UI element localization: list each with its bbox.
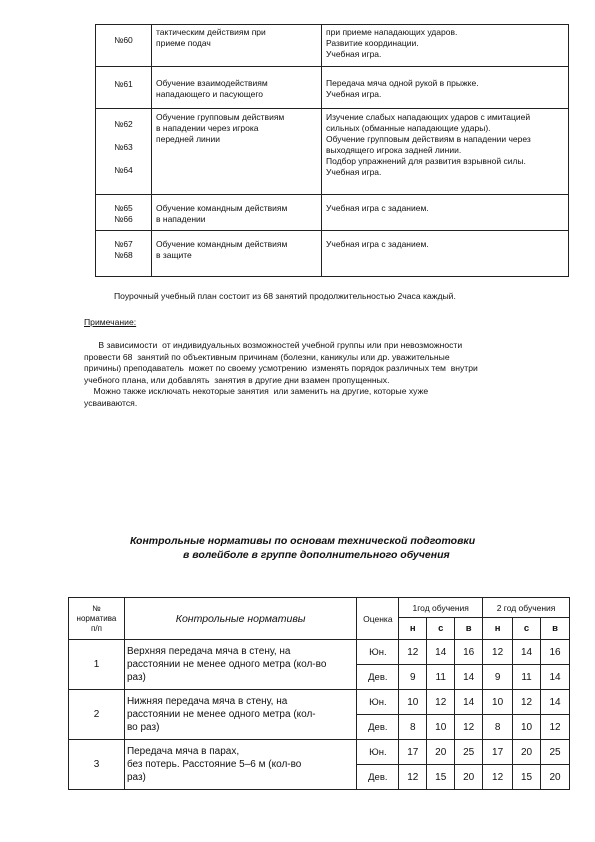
- norm-value: 12: [399, 765, 427, 790]
- lesson-number: №64: [114, 165, 133, 175]
- norm-column-header: Контрольные нормативы: [124, 598, 356, 640]
- norm-value: 9: [483, 665, 513, 690]
- lesson-content-cell: [322, 195, 569, 231]
- note-title: Примечание:: [84, 317, 137, 327]
- norm-description: [124, 690, 356, 740]
- note-line: причины) преподаватель может по своему усмотрению изменять порядок различных тем внутри: [84, 363, 478, 373]
- gender-cell: Юн.: [357, 640, 399, 665]
- lesson-content-line: Учебная игра.: [326, 49, 382, 59]
- lesson-content-cell: [322, 67, 569, 109]
- lesson-number: №63: [114, 142, 133, 152]
- lesson-number-cell: [96, 195, 152, 231]
- norm-value: 25: [541, 740, 570, 765]
- num-header-line: п/п: [91, 623, 102, 633]
- norm-row: [69, 740, 570, 765]
- note-text: [84, 340, 478, 409]
- grade-header: н: [399, 618, 427, 640]
- norm-value: 12: [427, 690, 455, 715]
- lesson-content-line: Развитие координации.: [326, 38, 419, 48]
- gender-cell: Дев.: [357, 665, 399, 690]
- grade-header: в: [455, 618, 483, 640]
- lesson-topic-line: Обучение групповым действиям: [156, 112, 285, 122]
- norm-value: 10: [399, 690, 427, 715]
- norm-value: 14: [541, 665, 570, 690]
- norm-number: 3: [69, 740, 125, 790]
- note-line: усваиваются.: [84, 397, 138, 408]
- norm-description-line: Передача мяча в парах,: [126, 746, 240, 757]
- lesson-content-line: Подбор упражнений для развития взрывной силы.: [326, 156, 526, 166]
- norm-value: 20: [541, 765, 570, 790]
- norm-description-line: расстоянии не менее одного метра (кол-: [126, 709, 316, 720]
- lesson-content-cell: [322, 25, 569, 67]
- norm-value: 20: [455, 765, 483, 790]
- norms-heading-line1: Контрольные нормативы по основам технической подготовки: [130, 535, 476, 547]
- lesson-content-line: Учебная игра.: [326, 167, 382, 177]
- rating-column-header: Оценка: [357, 598, 399, 640]
- norm-value: 20: [513, 740, 541, 765]
- lesson-number: №60: [114, 35, 133, 45]
- norm-value: 12: [483, 640, 513, 665]
- lesson-number: №65: [114, 203, 133, 213]
- plan-row: [96, 67, 569, 109]
- lesson-content-line: Передача мяча одной рукой в прыжке.: [326, 78, 479, 88]
- norm-value: 17: [399, 740, 427, 765]
- lesson-topic-line: Обучение командным действиям: [156, 203, 288, 213]
- lesson-topic-cell: [152, 67, 322, 109]
- year1-header: 1год обучения: [399, 598, 483, 618]
- num-header-line: №: [92, 603, 101, 613]
- lesson-number-cell: [96, 109, 152, 195]
- norms-heading-line2: в волейболе в группе дополнительного обучения: [183, 549, 450, 561]
- lesson-topic-line: тактическим действиям при: [156, 27, 266, 37]
- lesson-topic-line: приеме подач: [156, 38, 211, 48]
- lesson-content-line: сильных (обманные нападающие удары).: [326, 123, 491, 133]
- norm-description-line: Верхняя передача мяча в стену, на: [126, 646, 291, 657]
- lesson-plan-table: [95, 24, 569, 277]
- plan-row: [96, 25, 569, 67]
- num-column-header: [69, 598, 125, 640]
- gender-cell: Дев.: [357, 715, 399, 740]
- lesson-topic-cell: [152, 231, 322, 277]
- norm-value: 12: [455, 715, 483, 740]
- lesson-topic-cell: [152, 109, 322, 195]
- norm-value: 10: [427, 715, 455, 740]
- year2-header: 2 год обучения: [483, 598, 570, 618]
- norm-description: [124, 640, 356, 690]
- lesson-content-cell: [322, 231, 569, 277]
- lesson-content-line: Учебная игра с заданием.: [326, 203, 429, 213]
- norm-row: [69, 640, 570, 665]
- lesson-content-line: Обучение групповым действиям в нападении через: [326, 134, 531, 144]
- plan-row: [96, 109, 569, 195]
- norm-value: 12: [399, 640, 427, 665]
- lesson-content-cell: [322, 109, 569, 195]
- note-line: Можно также исключать некоторые занятия или заменить на другие, которые хуже: [84, 386, 429, 396]
- norm-value: 9: [399, 665, 427, 690]
- norm-number: 1: [69, 640, 125, 690]
- plan-row: [96, 231, 569, 277]
- plan-row: [96, 195, 569, 231]
- lesson-number: №62: [114, 119, 133, 129]
- grade-header: с: [427, 618, 455, 640]
- grade-header: н: [483, 618, 513, 640]
- lesson-topic-line: нападающего и пасующего: [156, 89, 264, 99]
- num-header-line: норматива: [76, 613, 117, 623]
- lesson-topic-line: Обучение взаимодействиям: [156, 78, 268, 88]
- note-line: учебного плана, или добавлять занятия в другие дни взамен пропущенных.: [84, 374, 390, 385]
- norm-value: 25: [455, 740, 483, 765]
- norm-description: [124, 740, 356, 790]
- norm-value: 14: [455, 665, 483, 690]
- norm-description-line: раз): [126, 672, 146, 683]
- lesson-number-cell: [96, 25, 152, 67]
- lesson-content-line: при приеме нападающих ударов.: [326, 27, 458, 37]
- lesson-topic-line: в нападении: [156, 214, 206, 224]
- norm-value: 14: [427, 640, 455, 665]
- norm-value: 12: [513, 690, 541, 715]
- grade-header: с: [513, 618, 541, 640]
- note-line: провести 68 занятий по объективным причинам (болезни, каникулы или др. уважительные: [84, 351, 450, 362]
- norm-value: 20: [427, 740, 455, 765]
- lesson-topic-line: в нападении через игрока: [156, 123, 259, 133]
- norm-value: 10: [483, 690, 513, 715]
- norm-value: 14: [541, 690, 570, 715]
- plan-summary: Поурочный учебный план состоит из 68 занятий продолжительностью 2часа каждый.: [114, 291, 456, 301]
- norm-value: 10: [513, 715, 541, 740]
- norm-value: 12: [483, 765, 513, 790]
- grade-header: в: [541, 618, 570, 640]
- norm-value: 16: [455, 640, 483, 665]
- lesson-number-cell: [96, 67, 152, 109]
- gender-cell: Юн.: [357, 690, 399, 715]
- lesson-topic-cell: [152, 195, 322, 231]
- lesson-number: №67: [114, 239, 133, 249]
- gender-cell: Юн.: [357, 740, 399, 765]
- note-line: В зависимости от индивидуальных возможностей учебной группы или при невозможности: [84, 340, 463, 350]
- lesson-content-line: Изучение слабых нападающих ударов с имитацией: [326, 112, 531, 122]
- lesson-topic-line: передней линии: [156, 134, 220, 144]
- lesson-content-line: Учебная игра.: [326, 89, 382, 99]
- lesson-topic-line: Обучение командным действиям: [156, 239, 288, 249]
- gender-cell: Дев.: [357, 765, 399, 790]
- norm-value: 14: [513, 640, 541, 665]
- norm-value: 8: [399, 715, 427, 740]
- norm-description-line: Нижняя передача мяча в стену, на: [126, 696, 288, 707]
- norms-table: [68, 597, 570, 790]
- lesson-number: №68: [114, 250, 133, 260]
- norm-value: 16: [541, 640, 570, 665]
- norm-value: 17: [483, 740, 513, 765]
- lesson-content-line: выходящего игрока задней линии.: [326, 145, 462, 155]
- norm-row: [69, 690, 570, 715]
- lesson-number: №66: [114, 214, 133, 224]
- norm-value: 15: [513, 765, 541, 790]
- norm-description-line: расстоянии не менее одного метра (кол-во: [126, 659, 327, 670]
- norm-value: 11: [513, 665, 541, 690]
- lesson-number: №61: [114, 79, 133, 89]
- norm-value: 14: [455, 690, 483, 715]
- lesson-number-cell: [96, 231, 152, 277]
- norm-description-line: во раз): [126, 722, 160, 733]
- norm-value: 11: [427, 665, 455, 690]
- lesson-content-line: Учебная игра с заданием.: [326, 239, 429, 249]
- norm-value: 12: [541, 715, 570, 740]
- norm-value: 15: [427, 765, 455, 790]
- lesson-topic-cell: [152, 25, 322, 67]
- lesson-topic-line: в защите: [156, 250, 192, 260]
- norm-description-line: раз): [126, 772, 146, 783]
- norm-value: 8: [483, 715, 513, 740]
- norm-number: 2: [69, 690, 125, 740]
- norm-description-line: без потерь. Расстояние 5–6 м (кол-во: [126, 759, 302, 770]
